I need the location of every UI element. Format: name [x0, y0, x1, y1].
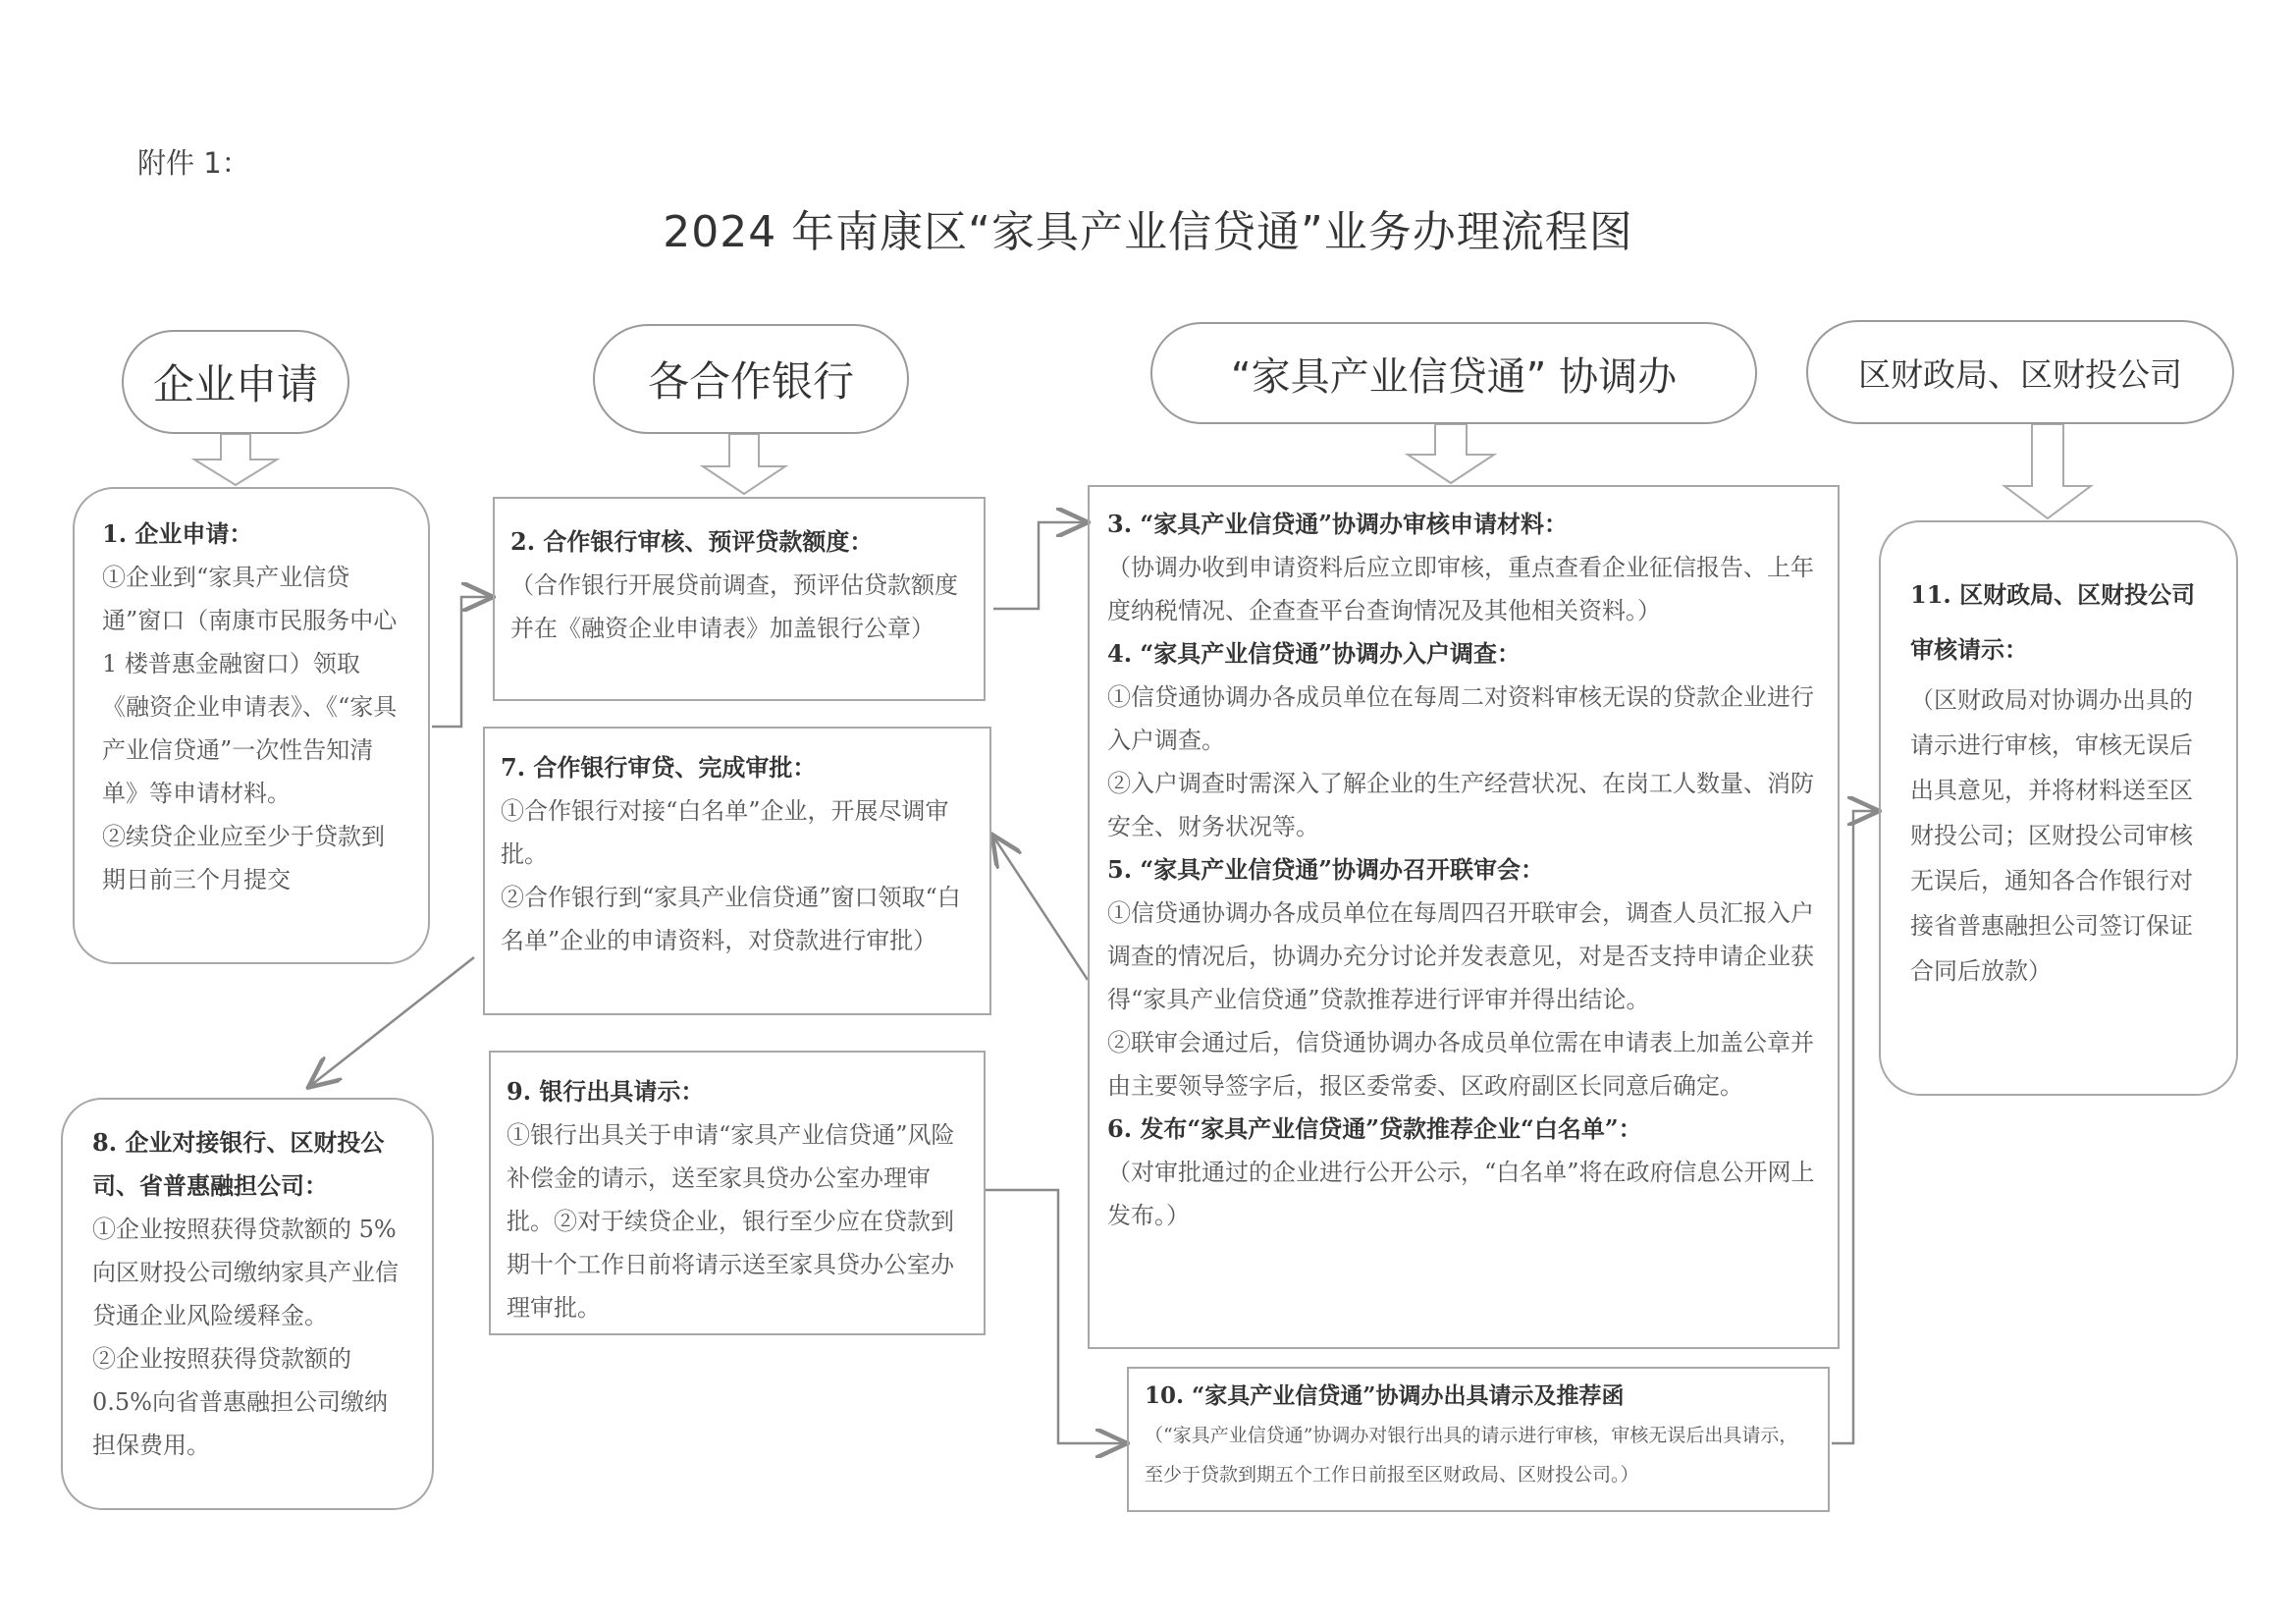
connector-1-to-2 — [432, 597, 491, 727]
step-10-title: 10. “家具产业信贷通”协调办出具请示及推荐函 — [1145, 1382, 1625, 1409]
attachment-label: 附件 1： — [137, 146, 250, 180]
down-block-arrow-banks — [703, 434, 785, 494]
step-2-title: 2. 合作银行审核、预评贷款额度： — [510, 527, 874, 556]
step-3-text: （协调办收到申请资料后应立即审核，重点查看企业征信报告、上年度纳税情况、企查查平台查询情况及其他相关资料。） — [1107, 554, 1814, 624]
step-2-text: （合作银行开展贷前调查，预评估贷款额度并在《融资企业申请表》加盖银行公章） — [510, 571, 958, 642]
step-3-to-6-office-process — [1088, 485, 1840, 1349]
page-title: 2024 年南康区“家具产业信贷通”业务办理流程图 — [663, 207, 1633, 257]
step-5-text-2: ②联审会通过后，信贷通协调办各成员单位需在申请表上加盖公章并由主要领导签字后，报区委常委、区政府副区长同意后确定。 — [1107, 1029, 1814, 1100]
down-block-arrow-office — [1408, 424, 1494, 483]
step-10-text: （“家具产业信贷通”协调办对银行出具的请示进行审核，审核无误后出具请示，至少于贷款到期五个工作日前报至区财政局、区财投公司。） — [1145, 1425, 1798, 1486]
step-7-text-1: ①合作银行对接“白名单”企业，开展尽调审批。 — [501, 797, 949, 868]
step-5-title: 5. “家具产业信贷通”协调办召开联审会： — [1107, 855, 1545, 884]
step-1-text-1: ①企业到“家具产业信贷通”窗口（南康市民服务中心 1 楼普惠金融窗口）领取《融资企业申请表》、《“家具产业信贷通”一次性告知清单》等申请材料。 — [102, 564, 398, 807]
step-4-title: 4. “家具产业信贷通”协调办入户调查： — [1107, 639, 1522, 668]
step-11-finance-review — [1879, 520, 2238, 1096]
step-11-title: 11. 区财政局、区财投公司审核请示： — [1910, 580, 2196, 664]
connector-6-to-7 — [993, 837, 1088, 980]
header-banks-label: 各合作银行 — [647, 357, 854, 406]
step-4-text-1: ①信贷通协调办各成员单位在每周二对资料审核无误的贷款企业进行入户调查。 — [1107, 683, 1814, 754]
down-block-arrow-enterprise — [194, 434, 277, 485]
step-8-enterprise-connect — [61, 1098, 434, 1510]
step-2-bank-review — [493, 497, 986, 701]
step-9-bank-request — [489, 1051, 986, 1335]
step-1-title: 1. 企业申请： — [102, 519, 253, 548]
step-7-text-2: ②合作银行到“家具产业信贷通”窗口领取“白名单”企业的申请资料，对贷款进行审批） — [501, 884, 961, 954]
header-office-label: “家具产业信贷通” 协调办 — [1230, 353, 1678, 400]
step-5-text-1: ①信贷通协调办各成员单位在每周四召开联审会，调查人员汇报入户调查的情况后，协调办充分讨论并发表意见，对是否支持申请企业获得“家具产业信贷通”贷款推荐进行评审并得出结论。 — [1107, 899, 1814, 1013]
step-4-text-2: ②入户调查时需深入了解企业的生产经营状况、在岗工人数量、消防安全、财务状况等。 — [1107, 770, 1814, 840]
step-3-title: 3. “家具产业信贷通”协调办审核申请材料： — [1107, 510, 1569, 538]
down-block-arrow-finance — [2004, 424, 2091, 518]
step-1-text-2: ②续贷企业应至少于贷款到期日前三个月提交 — [102, 823, 385, 893]
step-7-title: 7. 合作银行审贷、完成审批： — [501, 753, 817, 782]
step-9-title: 9. 银行出具请示： — [507, 1077, 705, 1106]
step-8-text-1: ①企业按照获得贷款额的 5%向区财投公司缴纳家具产业信贷通企业风险缓释金。 — [92, 1216, 399, 1329]
step-7-bank-approval — [483, 727, 991, 1015]
header-office — [1150, 322, 1757, 424]
header-banks — [593, 324, 909, 434]
step-8-title: 8. 企业对接银行、区财投公司、省普惠融担公司： — [92, 1128, 385, 1200]
header-enterprise — [122, 330, 349, 434]
header-enterprise-label: 企业申请 — [152, 360, 318, 408]
step-6-text: （对审批通过的企业进行公开公示，“白名单”将在政府信息公开网上发布。） — [1107, 1159, 1815, 1229]
header-finance — [1806, 320, 2234, 424]
header-finance-label: 区财政局、区财投公司 — [1858, 354, 2182, 394]
step-9-text: ①银行出具关于申请“家具产业信贷通”风险补偿金的请示，送至家具贷办公室办理审批。②对于续贷企业，银行至少应在贷款到期十个工作日前将请示送至家具贷办公室办理审批。 — [507, 1121, 955, 1322]
step-6-title: 6. 发布“家具产业信贷通”贷款推荐企业“白名单”： — [1107, 1114, 1642, 1143]
step-8-text-2: ②企业按照获得贷款额的 0.5%向省普惠融担公司缴纳担保费用。 — [92, 1345, 388, 1459]
step-10-office-request — [1127, 1367, 1830, 1512]
step-11-text: （区财政局对协调办出具的请示进行审核，审核无误后出具意见，并将材料送至区财投公司；区财投公司审核无误后，通知各合作银行对接省普惠融担公司签订保证合同后放款） — [1910, 686, 2193, 985]
connector-2-to-3 — [993, 522, 1086, 609]
connector-7-to-8 — [310, 957, 474, 1086]
step-1-enterprise-apply — [73, 487, 430, 964]
